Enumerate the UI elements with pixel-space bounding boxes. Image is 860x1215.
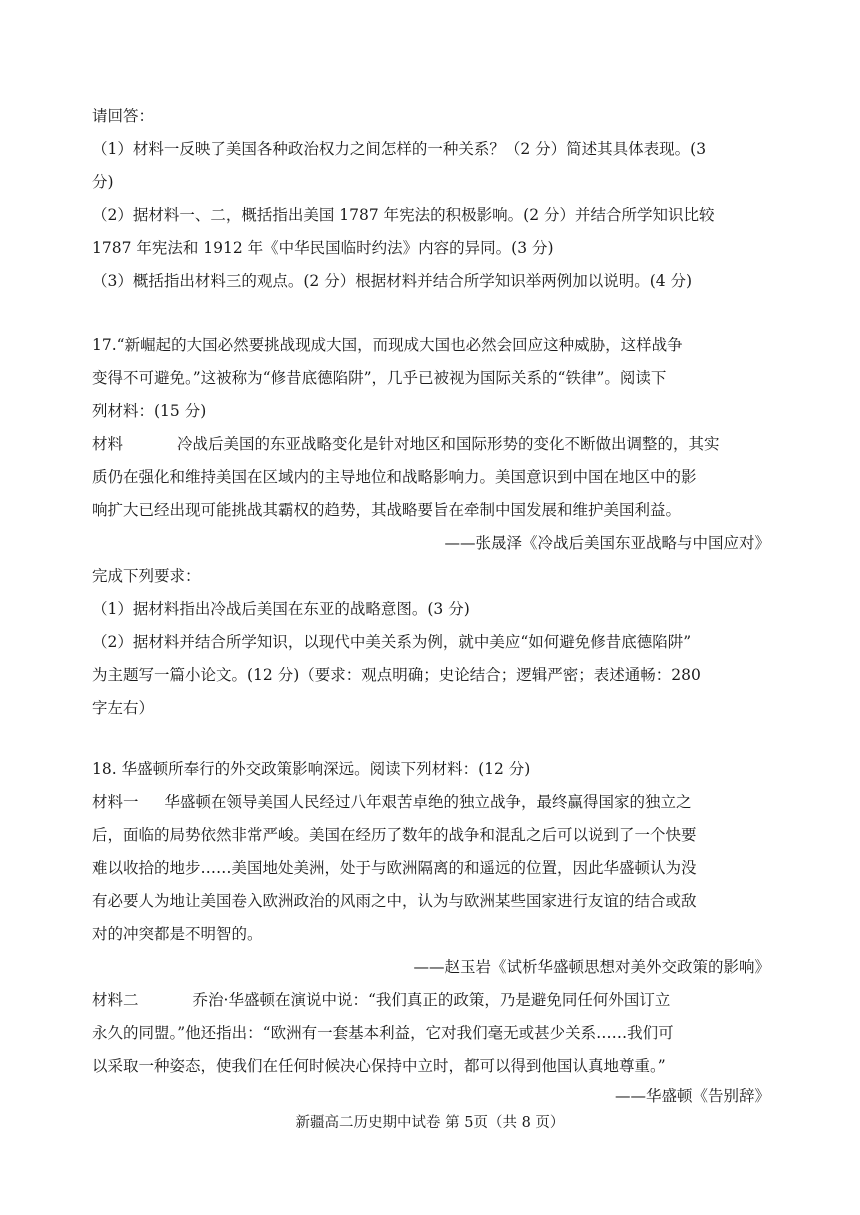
q17-req2-line1: （2）据材料并结合所学知识，以现代中美关系为例，就中美应“如何避免修昔底德陷阱”: [92, 633, 692, 651]
q17-req2-line2: 为主题写一篇小论文。(12 分)（要求：观点明确；史论结合；逻辑严密；表述通畅：280: [92, 666, 701, 684]
q18-material2-line3: 以采取一种姿态，使我们在任何时候决心保持中立时，都可以得到他国认真地尊重。”: [92, 1057, 666, 1075]
q18-material2-line1: [92, 990, 670, 1010]
q17-stem-line2: 变得不可避免。”这被称为“修昔底德陷阱”，几乎已被视为国际关系的“铁律”。阅读下: [92, 369, 667, 387]
q18-material1-text: 华盛顿在领导美国人民经过八年艰苦卓绝的独立战争，最终赢得国家的独立之: [164, 793, 692, 811]
q18-material1-line5: 对的冲突都是不明智的。: [92, 925, 263, 943]
q18-material2-label: 材料二: [92, 991, 139, 1009]
q16-part1-line1: （1）材料一反映了美国各种政治权力之间怎样的一种关系？（2 分）简述其具体表现。(3: [92, 140, 707, 158]
q18-material1-source: ——赵玉岩《试析华盛顿思想对美外交政策的影响》: [413, 958, 770, 976]
q18-material1-line1: [92, 792, 692, 812]
q18-material1-label: 材料一: [92, 793, 139, 811]
q16-part2-line2: 1787 年宪法和 1912 年《中华民国临时约法》内容的异同。(3 分): [92, 239, 554, 257]
q18-stem: 18. 华盛顿所奉行的外交政策影响深远。阅读下列材料：(12 分): [92, 760, 531, 778]
q17-stem-line3: 列材料：(15 分): [92, 402, 207, 420]
q18-material1-line2: 后，面临的局势依然非常严峻。美国在经历了数年的战争和混乱之后可以说到了一个快要: [92, 826, 697, 844]
q16-part2-line1: （2）据材料一、二，概括指出美国 1787 年宪法的积极影响。(2 分）并结合所学知识比较: [92, 206, 715, 224]
q17-req1: （1）据材料指出冷战后美国在东亚的战略意图。(3 分): [92, 600, 470, 618]
q17-source: ——张晟泽《冷战后美国东亚战略与中国应对》: [444, 534, 770, 552]
q17-material-label: 材料: [92, 435, 124, 453]
q16-part3: （3）概括指出材料三的观点。(2 分）根据材料并结合所学知识举两例加以说明。(4 分): [92, 272, 693, 290]
q18-material1-line3: 难以收拾的地步……美国地处美洲，处于与欧洲隔离的和遥远的位置，因此华盛顿认为没: [92, 859, 697, 877]
answer-prompt: 请回答：: [92, 107, 155, 125]
q18-material2-line2: 永久的同盟。”他还指出：“欧洲有一套基本利益，它对我们毫无或甚少关系……我们可: [92, 1024, 674, 1042]
q17-req2-line3: 字左右）: [92, 699, 155, 717]
q17-requirements-heading: 完成下列要求：: [92, 567, 201, 585]
q17-material-line3: 响扩大已经出现可能挑战其霸权的趋势，其战略要旨在牵制中国发展和维护美国利益。: [92, 501, 682, 519]
q16-part1-line2: 分): [92, 173, 114, 191]
q17-stem-line1: 17.“新崛起的大国必然要挑战现成大国，而现成大国也必然会回应这种威胁，这样战争: [92, 336, 683, 354]
q17-material-text: 冷战后美国的东亚战略变化是针对地区和国际形势的变化不断做出调整的，其实: [177, 435, 720, 453]
q18-material2-text: 乔治·华盛顿在演说中说：“我们真正的政策，乃是避免同任何外国订立: [192, 991, 671, 1009]
page-footer: 新疆高二历史期中试卷 第 5页（共 8 页）: [295, 1115, 565, 1131]
q17-material-line1: [92, 434, 720, 454]
q17-material-line2: 质仍在强化和维持美国在区域内的主导地位和战略影响力。美国意识到中国在地区中的影: [92, 468, 697, 486]
q18-material2-source: ——华盛顿《告别辞》: [614, 1087, 770, 1105]
q18-material1-line4: 有必要人为地让美国卷入欧洲政治的风雨之中，认为与欧洲某些国家进行友谊的结合或敌: [92, 892, 697, 910]
